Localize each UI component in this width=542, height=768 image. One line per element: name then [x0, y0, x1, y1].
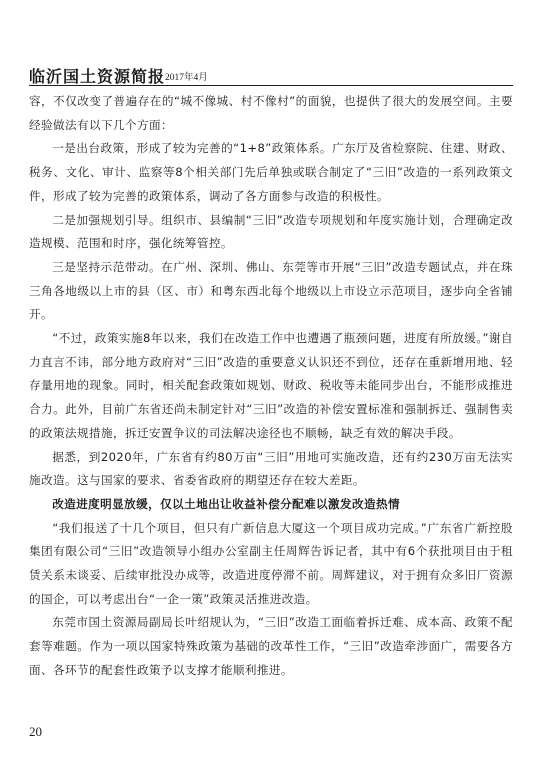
page-number: 20	[29, 724, 42, 739]
paragraph: 东莞市国土资源局副局长叶绍规认为，“三旧”改造工面临着拆迁难、成本高、政策不配套等难题。作为一项以国家特殊政策为基础的改革性工作，“三旧”改造牵涉面广，需要各方面、各环节的配套性政策予以支撑才能顺利推进。	[29, 615, 513, 677]
header-divider	[29, 85, 513, 86]
paragraph: 二是加强规划引导。组织市、县编制“三旧”改造专项规划和年度实施计划，合理确定改造规模、范围和时序，强化统筹管控。	[29, 212, 513, 251]
page-header	[29, 62, 513, 84]
section-subheading: 改造进度明显放缓，仅以土地出让收益补偿分配难以激发改造热情	[52, 496, 401, 511]
paragraph: 三是坚持示范带动。在广州、深圳、佛山、东莞等市开展“三旧”改造专题试点，并在珠三角各地级以上市的县（区、市）和粤东西北每个地级以上市设立示范项目，逐步向全省铺开。	[29, 259, 513, 322]
paragraph: 一是出台政策，形成了较为完善的“1+8”政策体系。广东厅及省检察院、住建、财政、税务、文化、审计、监察等8个相关部门先后单独或联合制定了“三旧”改造的一系列政策文件，形成了较为完善的政策体系，调动了各方面参与改造的积极性。	[29, 141, 513, 203]
paragraph: 容，不仅改变了普遍存在的“城不像城、村不像村”的面貌，也提供了很大的发展空间。主要经验做法有以下几个方面：	[29, 94, 513, 132]
article-body	[29, 90, 513, 683]
paragraph: “我们报送了十几个项目，但只有广新信息大厦这一个项目成功完成。”广东省广新控股集团有限公司“三旧”改造领导小组办公室副主任周辉告诉记者，其中有6个获批项目由于租赁关系未谈妥、后续审批没办成等，改造进度停滞不前。周辉建议，对于拥有众多旧厂资源的国企，可以考虑出台“一企一策”政策灵活推进改造。	[29, 520, 513, 606]
paragraph: 据悉，到2020年，广东省有约80万亩“三旧”用地可实施改造，还有约230万亩无法实施改造。这与国家的要求、省委省政府的期望还存在较大差距。	[29, 449, 513, 488]
publication-title: 临沂国土资源简报	[29, 67, 166, 86]
issue-date: 2017年4月	[165, 73, 208, 83]
paragraph: “不过，政策实施8年以来，我们在改造工作中也遭遇了瓶颈问题，进度有所放缓。”谢自力直言不讳，部分地方政府对“三旧”改造的重要意义认识还不到位，还存在重新增用地、轻存量用地的现象。同时，相关配套政策如规划、财政、税收等未能同步出台，不能形成推进合力。此外，目前广东省还尚未制定针对“三旧”改造的补偿安置标准和强制拆迁、强制售卖的政策法规措施，拆迁安置争议的司法解决途径也不顺畅，缺乏有效的解决手段。	[29, 331, 513, 440]
